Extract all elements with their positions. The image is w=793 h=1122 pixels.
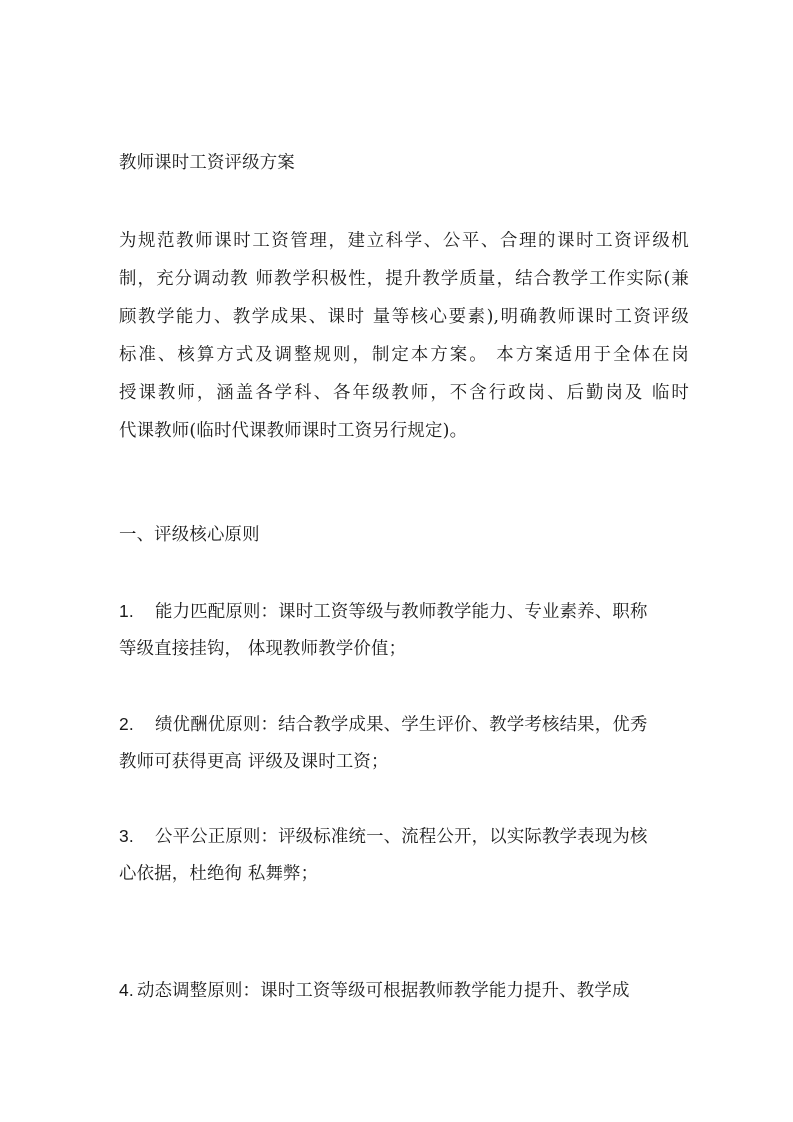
principle-item-3 — [119, 825, 689, 848]
intro-line-5: 授课教师，涵盖各学科、各年级教师，不含行政岗、后勤岗及 临时 — [119, 383, 689, 403]
intro-line-4: 标准、核算方式及调整规则，制定本方案。 本方案适用于全体在岗 — [119, 345, 689, 365]
item-text: 公平公正原则：评级标准统一、流程公开，以实际教学表现为核 — [155, 827, 648, 847]
item-number: 3. — [119, 826, 134, 846]
intro-line-6: 代课教师(临时代课教师课时工资另行规定)。 — [119, 421, 468, 441]
intro-line-3: 顾教学能力、教学成果、课时 量等核心要素),明确教师课时工资评级 — [119, 307, 689, 327]
item-number: 4. — [119, 980, 134, 1000]
item-text: 动态调整原则：课时工资等级可根据教师教学能力提升、教学成 — [137, 981, 630, 1001]
section-heading: 一、评级核心原则 — [119, 525, 260, 545]
intro-line-2: 制，充分调动教 师教学积极性，提升教学质量，结合教学工作实际(兼 — [119, 269, 689, 289]
principle-item-2 — [119, 713, 689, 736]
document-title: 教师课时工资评级方案 — [119, 153, 295, 173]
item-number: 1. — [119, 601, 134, 621]
principle-item-1 — [119, 600, 689, 623]
principle-item-2-cont: 教师可获得更高 评级及课时工资； — [119, 752, 389, 772]
principle-item-3-cont: 心依据，杜绝徇 私舞弊； — [119, 864, 319, 884]
item-number: 2. — [119, 714, 134, 734]
item-text: 绩优酬优原则：结合教学成果、学生评价、教学考核结果，优秀 — [155, 715, 648, 735]
item-text: 能力匹配原则：课时工资等级与教师教学能力、专业素养、职称 — [155, 602, 648, 622]
intro-line-1: 为规范教师课时工资管理，建立科学、公平、合理的课时工资评级机 — [119, 231, 689, 251]
principle-item-4 — [119, 979, 689, 1002]
principle-item-1-cont: 等级直接挂钩， 体现教师教学价值； — [119, 639, 407, 659]
